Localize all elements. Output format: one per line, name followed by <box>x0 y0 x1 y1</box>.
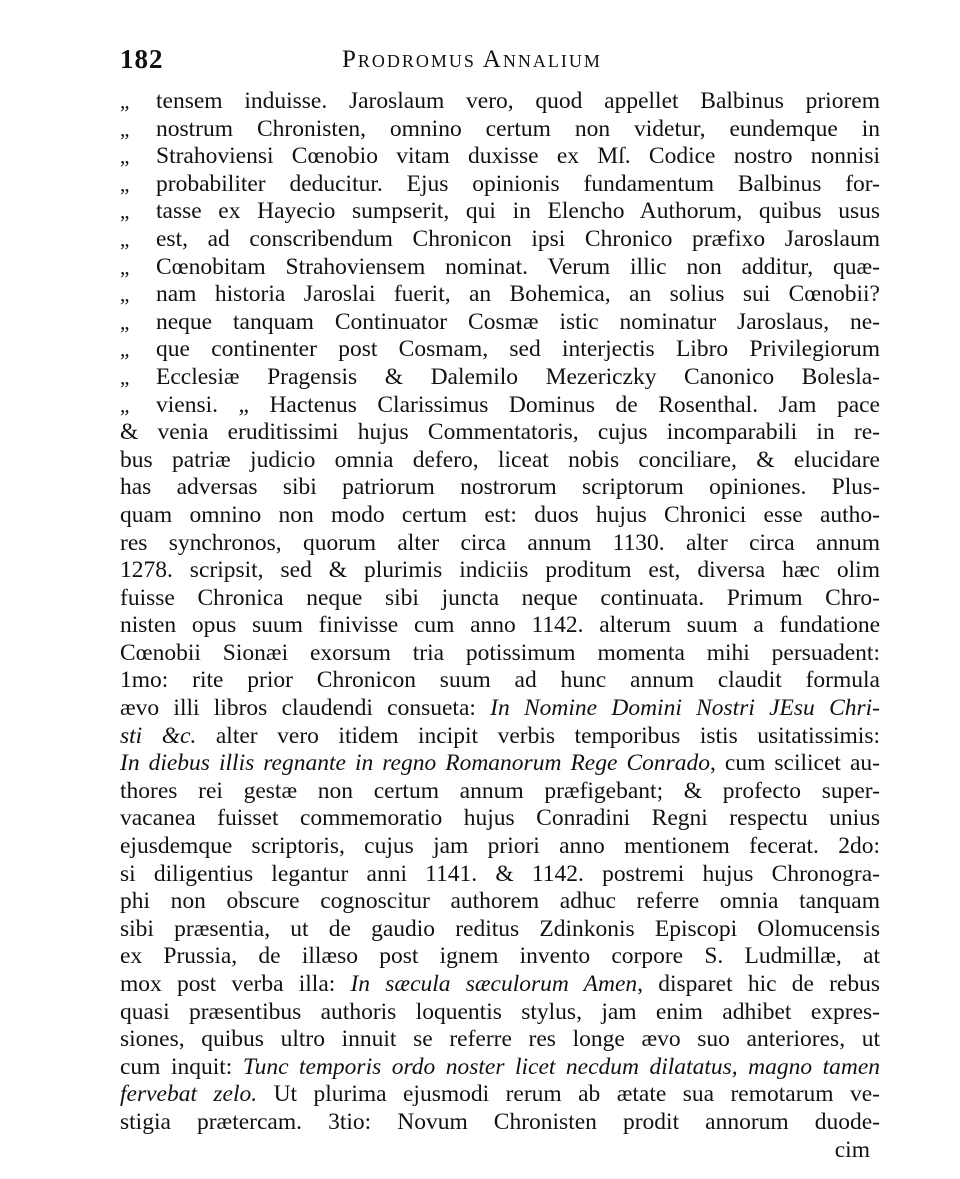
quotation-mark: „ <box>120 309 130 334</box>
italic-text: fervebat zelo. <box>120 1081 258 1108</box>
text-run: tensem induisse. Jaroslaum vero, quod appellet Balbinus priorem <box>156 88 880 114</box>
text-line <box>120 888 880 916</box>
text-line <box>120 1137 880 1165</box>
text-run: Ut plurima ejusmodi rerum ab ætate sua remotarum ve- <box>257 1081 880 1108</box>
text-line <box>120 778 880 806</box>
text-line <box>120 805 880 833</box>
text-run: thores rei gestæ non certum annum præfigebant; & profecto super- <box>120 777 880 804</box>
text-line <box>120 364 880 392</box>
text-run: sibi præsentia, ut de gaudio reditus Zdinkonis Episcopi Olomucensis <box>120 915 880 942</box>
text-line <box>120 999 880 1027</box>
text-run: nam historia Jaroslai fuerit, an Bohemica, an solius sui Cœnobii? <box>156 281 880 308</box>
text-run: Cœnobii Sionæi exorsum tria potissimum momenta mihi persuadent: <box>120 639 880 666</box>
text-line <box>120 695 880 723</box>
text-run: 1mo: rite prior Chronicon suum ad hunc annum claudit formula <box>120 667 880 694</box>
text-line <box>120 1081 880 1109</box>
text-line <box>120 226 880 254</box>
text-run: alter vero itidem incipit verbis temporibus istis usitatissimis: <box>196 722 880 749</box>
text-line <box>120 1054 880 1082</box>
text-run: neque tanquam Continuator Cosmæ istic nominatur Jaroslaus, ne- <box>156 308 880 335</box>
text-line <box>120 640 880 668</box>
text-run: has adversas sibi patriorum nostrorum scriptorum opiniones. Plus- <box>120 474 880 501</box>
text-line <box>120 419 880 447</box>
text-run: cum inquit: <box>120 1053 243 1080</box>
italic-text: Tunc temporis ordo noster licet necdum dilatatus, magno tamen <box>242 1053 881 1080</box>
text-line <box>120 474 880 502</box>
text-run: est, ad conscribendum Chronicon ipsi Chronico præfixo Jaroslaum <box>156 225 880 252</box>
text-line <box>120 861 880 889</box>
text-run: nostrum Chronisten, omnino certum non videtur, eundemque in <box>156 115 880 142</box>
text-run: ævo illi libros claudendi consueta: <box>120 695 491 722</box>
text-line <box>120 943 880 971</box>
text-run: fuisse Chronica neque sibi juncta neque continuata. Primum Chro- <box>120 584 880 611</box>
italic-text: sti &c. <box>120 722 197 749</box>
text-line <box>120 143 880 171</box>
text-run: ex Prussia, de illæso post ignem invento corpore S. Ludmillæ, at <box>120 943 880 970</box>
italic-text: In diebus illis regnante in regno Romanorum Rege Conrado <box>120 750 711 777</box>
text-run: cim <box>834 1136 870 1163</box>
quotation-mark: „ <box>120 226 130 251</box>
page-number: 182 <box>120 44 164 74</box>
text-line <box>120 557 880 585</box>
text-line <box>120 833 880 861</box>
quotation-mark: „ <box>120 254 130 279</box>
text-run: bus patriæ judicio omnia defero, liceat nobis conciliare, & elucidare <box>120 446 880 473</box>
text-run: Strahoviensi Cœnobio vitam duxisse ex Mſ. Codice nostro nonnisi <box>156 143 880 170</box>
text-run: ejusdemque scriptoris, cujus jam priori anno mentionem fecerat. 2do: <box>120 833 880 860</box>
text-run: quasi præsentibus authoris loquentis stylus, jam enim adhibet expres- <box>120 998 880 1025</box>
text-line <box>120 116 880 144</box>
text-line <box>120 88 880 116</box>
quotation-mark: „ <box>120 199 130 224</box>
text-line <box>120 723 880 751</box>
text-run: , disparet hic de rebus <box>637 971 880 997</box>
text-run: si diligentius legantur anni 1141. & 1142. postremi hujus Chronogra- <box>120 860 880 887</box>
text-line <box>120 1109 880 1137</box>
italic-text: In sæcula sæculorum Amen <box>350 971 638 997</box>
text-line <box>120 612 880 640</box>
text-line <box>120 309 880 337</box>
text-line <box>120 750 880 778</box>
text-line <box>120 198 880 226</box>
quotation-mark: „ <box>120 116 130 141</box>
text-run: stigia prætercam. 3tio: Novum Chronisten prodit annorum duode- <box>120 1108 880 1135</box>
text-line <box>120 530 880 558</box>
text-line <box>120 447 880 475</box>
text-run: probabiliter deducitur. Ejus opinionis fundamentum Balbinus for- <box>156 170 880 197</box>
text-run: phi non obscure cognoscitur authorem adhuc referre omnia tanquam <box>120 888 880 915</box>
text-run: & venia eruditissimi hujus Commentatoris, cujus incomparabili in re- <box>120 419 880 446</box>
text-run: quam omnino non modo certum est: duos hujus Chronici esse autho- <box>120 501 880 528</box>
running-title: Prodromus Annalium <box>342 46 602 73</box>
text-line <box>120 1026 880 1054</box>
quotation-mark: „ <box>120 144 130 169</box>
text-run: res synchronos, quorum alter circa annum 1130. alter circa annum <box>120 529 880 556</box>
quotation-mark: „ <box>120 337 130 362</box>
text-line <box>120 171 880 199</box>
text-run: que continenter post Cosmam, sed interjectis Libro Privilegiorum <box>156 336 880 363</box>
page-header <box>120 44 840 78</box>
text-run: vacanea fuisset commemoratio hujus Conradini Regni respectu unius <box>120 805 880 832</box>
text-run: tasse ex Hayecio sumpserit, qui in Elencho Authorum, quibus usus <box>156 198 880 225</box>
text-run: mox post verba illa: <box>120 971 351 997</box>
quotation-mark: „ <box>120 364 130 389</box>
quotation-mark: „ <box>120 171 130 196</box>
text-run: , cum scilicet au- <box>710 750 880 777</box>
text-line <box>120 916 880 944</box>
text-line <box>120 336 880 364</box>
text-line <box>120 254 880 282</box>
text-run: Cœnobitam Strahoviensem nominat. Verum illic non additur, quæ- <box>156 253 880 280</box>
text-line <box>120 971 880 999</box>
text-run: siones, quibus ultro innuit se referre res longe ævo suo anteriores, ut <box>120 1026 880 1053</box>
quotation-mark: „ <box>120 89 130 113</box>
quotation-mark: „ <box>120 392 130 417</box>
text-line <box>120 585 880 613</box>
text-run: nisten opus suum finivisse cum anno 1142. alterum suum a fundatione <box>120 612 880 639</box>
italic-text: In Nomine Domini Nostri JEsu Chri- <box>490 695 880 722</box>
text-line <box>120 281 880 309</box>
text-run: viensi. „ Hactenus Clarissimus Dominus de Rosenthal. Jam pace <box>156 391 880 418</box>
body-text <box>120 88 880 1164</box>
text-line <box>120 502 880 530</box>
text-line <box>120 667 880 695</box>
quotation-mark: „ <box>120 282 130 307</box>
text-line <box>120 392 880 420</box>
text-run: Ecclesiæ Pragensis & Dalemilo Mezericzky Canonico Bolesla- <box>156 363 880 390</box>
text-run: 1278. scripsit, sed & plurimis indiciis proditum est, diversa hæc olim <box>120 557 880 584</box>
